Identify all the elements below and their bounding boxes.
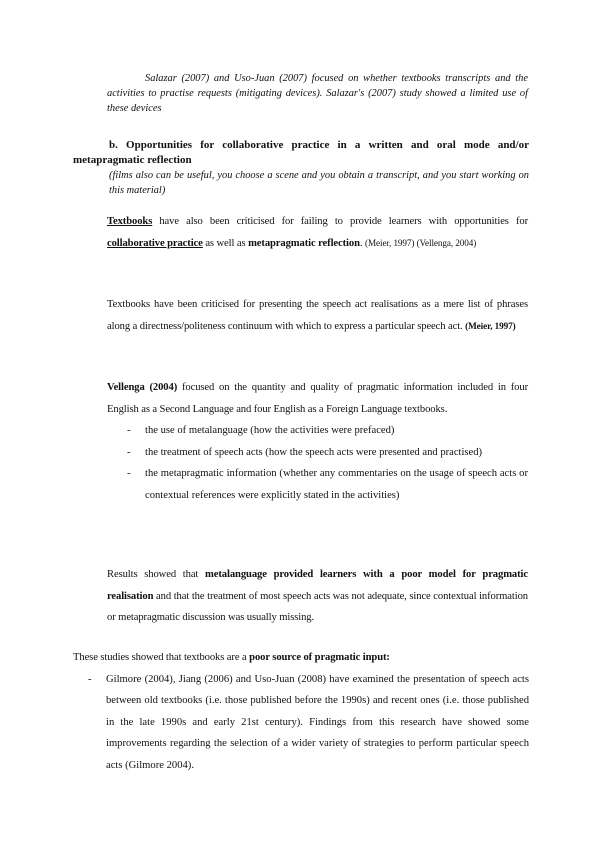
- vellenga-intro: Vellenga (2004) focused on the quantity and quality of pragmatic information included in four English as a Second Language and four English as a Foreign Language textbooks.: [107, 382, 528, 415]
- conclusion-bold: poor source of pragmatic input:: [249, 652, 390, 663]
- section-b-note: (films also can be useful, you choose a scene and you obtain a transcript, and you start working on this material): [109, 170, 529, 196]
- citation: (Meier, 1997) (Vellenga, 2004): [365, 237, 477, 248]
- paragraph-results: Results showed that metalanguage provided learners with a poor model for pragmatic realisation and that the treatment of most speech acts was not adequate, since contextual information or metapragmatic discussion was usually missing.: [107, 569, 528, 623]
- conclusion-section: [73, 647, 529, 776]
- paragraph-speech-act-list: Textbooks have been criticised for presenting the speech act realisations as a mere list of phrases along a directness/politeness continuum with which to express a particular speech act. (Meier, 1997): [107, 299, 528, 332]
- term-textbooks: Textbooks: [107, 216, 153, 227]
- list-item: - the metapragmatic information (whether any commentaries on the usage of speech acts or contextual references were explicitly stated in the activities): [127, 468, 528, 501]
- term-metapragmatic-reflection: metapragmatic reflection: [248, 237, 360, 249]
- section-b-heading: b. Opportunities for collaborative practice in a written and oral mode and/or metapragmatic reflection: [73, 139, 529, 166]
- paragraph-vellenga: [107, 377, 528, 506]
- term-collaborative-practice: collaborative practice: [107, 237, 203, 249]
- conclusion-list: [88, 669, 529, 777]
- list-item: - the treatment of speech acts (how the speech acts were presented and practised): [127, 446, 483, 458]
- intro-italic-paragraph: Salazar (2007) and Uso-Juan (2007) focused on whether textbooks transcripts and the activities to practise requests (mitigating devices). Salazar's (2007) study showed a limited use of these devices: [107, 73, 528, 114]
- paragraph-textbooks-criticism: Textbooks have also been criticised for failing to provide learners with opportunities for collaborative practice as well as metapragmatic reflection. (Meier, 1997) (Vellenga, 2004): [107, 216, 528, 249]
- conclusion-intro: These studies showed that textbooks are a poor source of pragmatic input:: [73, 652, 390, 663]
- vellenga-lead: Vellenga (2004): [107, 382, 178, 393]
- vellenga-list: [127, 420, 528, 506]
- results-bold: metalanguage provided learners with a poor model for pragmatic realisation: [107, 569, 528, 602]
- list-item: - the use of metalanguage (how the activities were prefaced): [127, 425, 395, 436]
- citation: (Meier, 1997): [465, 320, 516, 331]
- list-item: - Gilmore (2004), Jiang (2006) and Uso-Juan (2008) have examined the presentation of speech acts between old textbooks (i.e. those published before the 1990s) and recent ones (i.e. those published in the late 1990s and early 21st century). Findings from this research have showed some improvements regarding the selection of a wider variety of strategies to perform particular speech acts (Gilmore 2004).: [88, 673, 529, 771]
